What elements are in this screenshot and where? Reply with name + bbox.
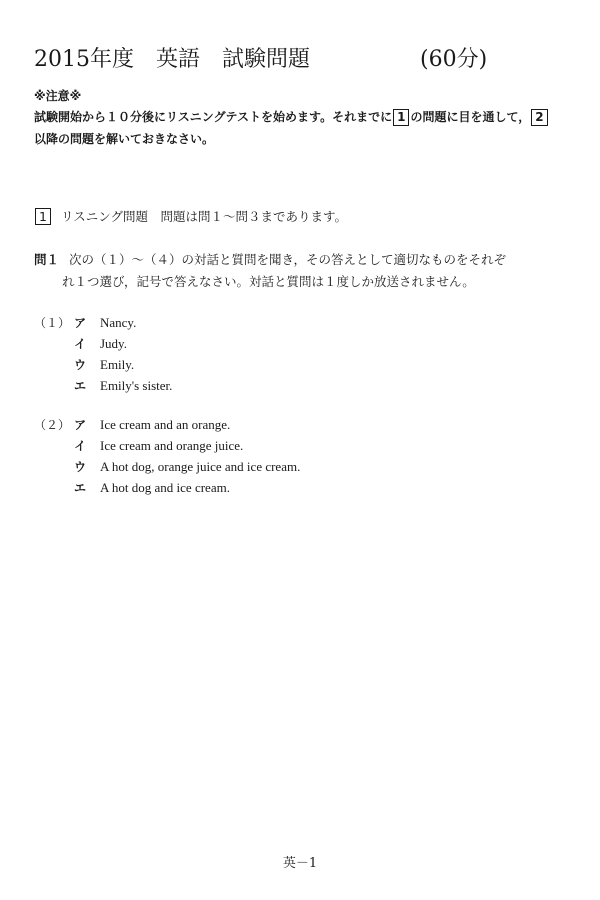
choice-text: A hot dog, orange juice and ice cream. <box>100 458 301 474</box>
choice-letter: ウ <box>74 358 87 372</box>
notice-text-part3: 以降の問題を解いておきなさい。 <box>34 132 215 146</box>
choice-letter: ア <box>74 418 87 432</box>
section-1-number-box: 1 <box>35 208 51 225</box>
group-number: （１） <box>34 316 71 330</box>
choice-letter: イ <box>74 439 87 453</box>
choice-letter: エ <box>74 379 87 393</box>
choice-text: A hot dog and ice cream. <box>100 479 230 495</box>
choice-text: Emily. <box>100 356 135 372</box>
choice-letter: イ <box>74 337 87 351</box>
notice-text <box>34 106 554 150</box>
choice-letter: ア <box>74 316 87 330</box>
choice-text: Nancy. <box>100 314 137 330</box>
section-1-title: リスニング問題 問題は問１～問３まであります。 <box>60 209 347 224</box>
list-item <box>34 477 534 498</box>
choice-letter: エ <box>74 481 87 495</box>
choice-group-2 <box>34 414 534 498</box>
choice-letter: ウ <box>74 460 87 474</box>
question-1-line-1 <box>34 249 534 271</box>
exam-time: (60分) <box>420 47 488 72</box>
choice-text: Ice cream and an orange. <box>100 416 231 432</box>
section-1-heading <box>34 208 347 226</box>
notice-text-part1: 試験開始から１０分後にリスニングテストを始めます。それまでに <box>34 110 393 124</box>
question-1-text-1: 次の（１）～（４）の対話と質問を聞き，その答えとして適切なものをそれぞ <box>69 252 507 267</box>
question-1-line-2: れ１つ選び，記号で答えなさい。対話と質問は１度しか放送されません。 <box>62 274 475 289</box>
list-item <box>34 312 534 333</box>
choice-group-1 <box>34 312 534 396</box>
notice-heading: ※注意※ <box>34 89 82 103</box>
list-item <box>34 354 534 375</box>
list-item <box>34 456 534 477</box>
list-item <box>34 435 534 456</box>
list-item <box>34 375 534 396</box>
list-item <box>34 333 534 354</box>
choice-text: Ice cream and orange juice. <box>100 437 244 453</box>
choice-text: Judy. <box>100 335 127 351</box>
choice-text: Emily's sister. <box>100 377 173 393</box>
notice-box-1: 1 <box>393 109 409 126</box>
notice-box-2: 2 <box>531 109 547 126</box>
list-item <box>34 414 534 435</box>
question-1-label: 問１ <box>34 252 60 267</box>
exam-title: 2015年度 英語 試験問題 <box>34 47 310 72</box>
notice-text-part2: の問題に目を通して， <box>410 110 531 124</box>
question-1 <box>34 249 534 293</box>
page-number: 英－1 <box>282 856 318 871</box>
group-number: （２） <box>34 418 71 432</box>
